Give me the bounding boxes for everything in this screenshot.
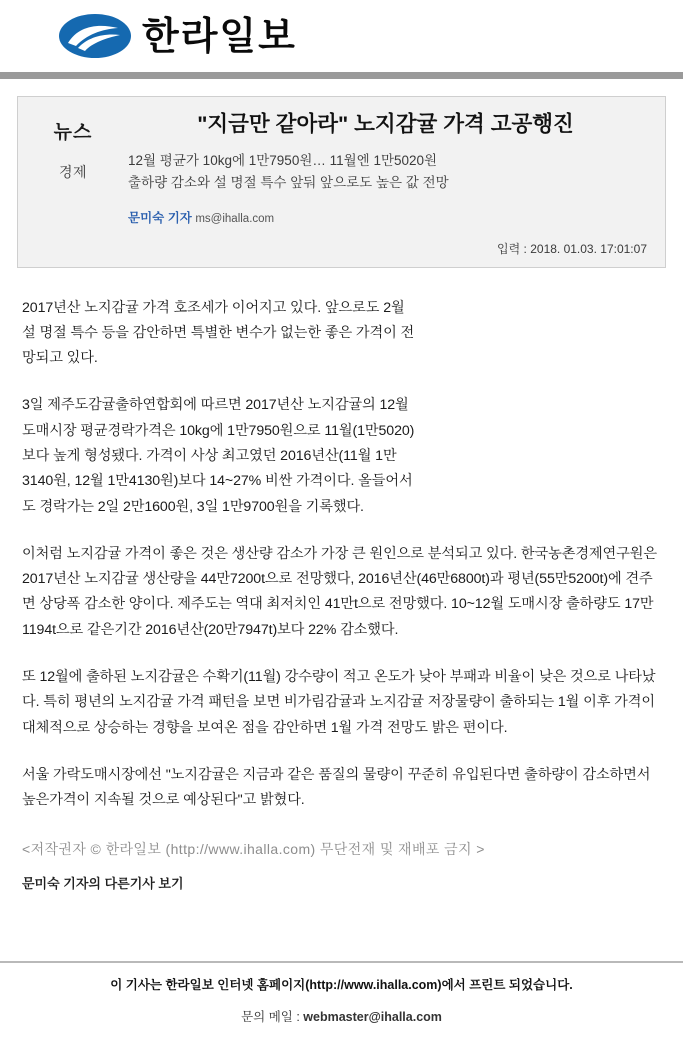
print-notice-prefix: 이 기사는 한라일보 인터넷 홈페이지( <box>110 978 310 992</box>
subheadline-line-1: 12월 평균가 10kg에 1만7950원… 11월엔 1만5020원 <box>128 152 438 168</box>
page-title: "지금만 같아라" 노지감귤 가격 고공행진 <box>197 112 574 136</box>
contact-email[interactable]: webmaster@ihalla.com <box>303 1010 442 1024</box>
paragraph: 또 12월에 출하된 노지감귤은 수확기(11월) 강수량이 적고 온도가 낮아 부패과 비율이 낮은 것으로 나타났다. 특히 평년의 노지감귤 가격 패턴을 보면 비가림감귤과 노지감귤 저장물량이 출하되는 1월 이후 가격이 대체적으로 상승하는 경향을 보여온 점을 감안하면 1월 가격 전망도 밝은 편이다. <box>22 668 656 736</box>
print-notice <box>0 975 683 993</box>
subheadline-line-2: 출하량 감소와 설 명절 특수 앞둬 앞으로도 높은 값 전망 <box>128 174 449 190</box>
masthead <box>0 0 683 72</box>
copyright-notice: <저작권자 © 한라일보 (http://www.ihalla.com) 무단전재 및 재배포 금지 > <box>22 841 485 858</box>
halla-wave-logo-icon <box>58 13 132 59</box>
article-body <box>0 268 683 814</box>
masthead-divider <box>0 72 683 79</box>
contact-line <box>0 1007 683 1025</box>
paragraph: 서울 가락도매시장에선 "노지감귤은 지금과 같은 품질의 물량이 꾸준히 유입된다면 출하량이 감소하면서 높은가격이 지속될 것으로 예상된다"고 밝혔다. <box>22 766 651 809</box>
publish-timestamp: 입력 : 2018. 01.03. 17:01:07 <box>497 241 647 256</box>
reporter-email[interactable]: ms@ihalla.com <box>195 212 275 225</box>
print-footer <box>0 961 683 1039</box>
paragraph: 이처럼 노지감귤 가격이 좋은 것은 생산량 감소가 가장 큰 원인으로 분석되고 있다. 한국농촌경제연구원은 2017년산 노지감귤 생산량을 44만7200t으로 전망했다, 2016년산(46만6800t)과 평년(55만5200t)에 견주면 상당폭 감소한 양이다. 제주도는 역대 최저치인 41만t으로 전망했다. 10~12월 도매시장 출하량도 17만1194t으로 같은기간 2016년산(20만7947t)보다 22% 감소했다. <box>22 545 657 638</box>
section-name[interactable]: 뉴스 <box>53 122 93 143</box>
byline <box>128 208 651 226</box>
other-articles-link[interactable]: 문미숙 기자의 다른기사 보기 <box>22 876 184 892</box>
print-notice-suffix: )에서 프린트 되었습니다. <box>437 978 573 992</box>
article-header <box>17 96 666 268</box>
contact-label: 문의 메일 : <box>241 1010 304 1024</box>
section-labels <box>18 111 128 257</box>
subsection-name[interactable]: 경제 <box>58 164 88 180</box>
site-url[interactable]: http://www.ihalla.com <box>309 978 438 992</box>
paragraph: 3일 제주도감귤출하연합회에 따르면 2017년산 노지감귤의 12월 도매시장 평균경락가격은 10kg에 1만7950원으로 11월(1만5020)보다 높게 형성됐다. 가격이 사상 최고였던 2016년산(11월 1만3140원, 12월 1만4130원)보다 14~27% 비싼 가격이다. 올들어서도 경락가는 2일 2만1600원, 3일 1만9700원을 기록했다. <box>22 397 415 515</box>
paragraph: 2017년산 노지감귤 가격 호조세가 이어지고 있다. 앞으로도 2월 설 명절 특수 등을 감안하면 특별한 변수가 없는한 좋은 가격이 전망되고 있다. <box>22 299 415 367</box>
site-title: 한라일보 <box>142 14 297 58</box>
reporter-name[interactable]: 문미숙 기자 <box>128 210 192 225</box>
site-logo[interactable] <box>58 13 297 59</box>
